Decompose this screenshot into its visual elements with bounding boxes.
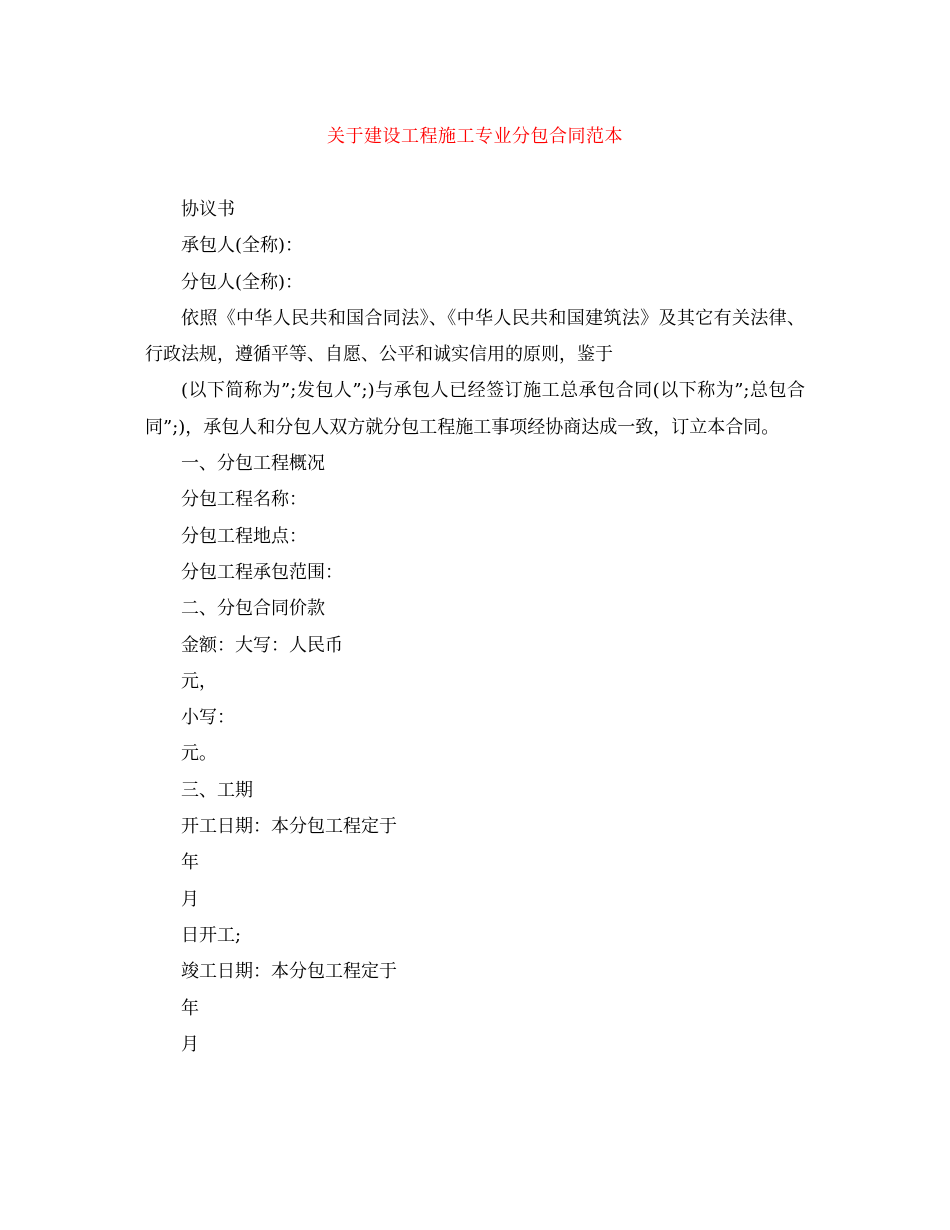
- start-day-label: 日开工;: [181, 924, 242, 946]
- start-month-label: 月: [181, 888, 199, 910]
- contractor-field: 承包人(全称)：: [181, 235, 304, 257]
- completion-month-label: 月: [181, 1033, 199, 1055]
- amount-lowercase-field: 小写：: [181, 707, 235, 729]
- start-date-field: 开工日期：本分包工程定于: [181, 816, 397, 838]
- completion-year-label: 年: [181, 997, 199, 1019]
- completion-date-field: 竣工日期：本分包工程定于: [181, 961, 397, 983]
- start-year-label: 年: [181, 852, 199, 874]
- paragraph-agreement: (以下简称为”;发包人”;)与承包人已经签订施工总承包合同(以下称为”;总包合同”;)，承包人和分包人双方就分包工程施工事项经协商达成一致，订立本合同。: [145, 380, 805, 438]
- amount-yuan-unit-end: 元。: [181, 743, 217, 765]
- subcontractor-field: 分包人(全称)：: [181, 271, 304, 293]
- section-heading-price: 二、分包合同价款: [181, 598, 325, 620]
- project-scope-field: 分包工程承包范围：: [181, 561, 343, 583]
- section-heading-schedule: 三、工期: [181, 779, 253, 801]
- document-title: 关于建设工程施工专业分包合同范本: [327, 126, 623, 147]
- amount-uppercase-field: 金额：大写：人民币: [181, 634, 343, 656]
- project-location-field: 分包工程地点：: [181, 525, 307, 547]
- paragraph-legal-basis: 依照《中华人民共和国合同法》、《中华人民共和国建筑法》及其它有关法律、行政法规，遵循平等、自愿、公平和诚实信用的原则，鉴于: [145, 307, 805, 366]
- heading-agreement: 协议书: [181, 199, 235, 220]
- section-heading-overview: 一、分包工程概况: [181, 453, 325, 475]
- amount-yuan-unit: 元，: [181, 670, 217, 692]
- document-body: [145, 192, 805, 1063]
- project-name-field: 分包工程名称：: [181, 489, 307, 511]
